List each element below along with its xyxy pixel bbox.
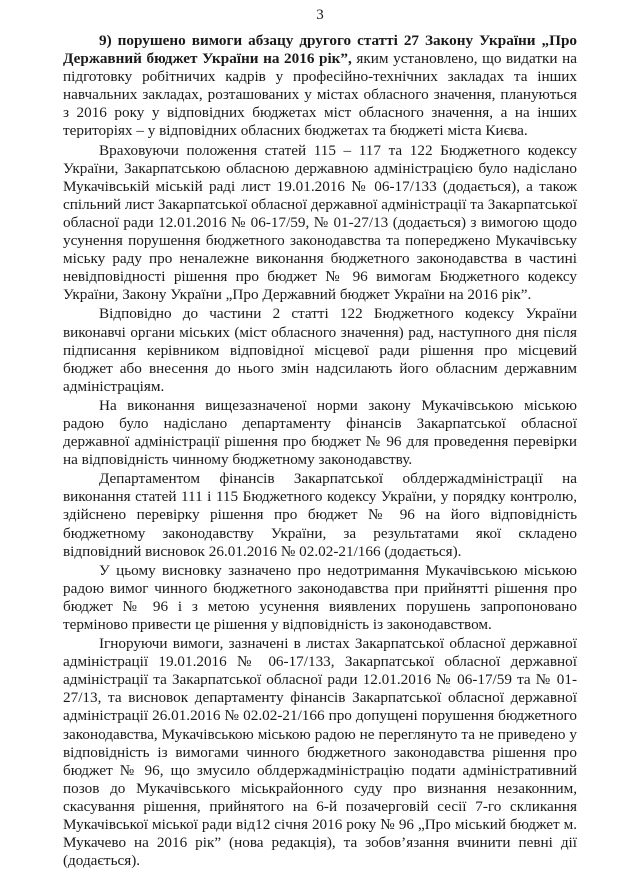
document-body bbox=[63, 32, 577, 871]
paragraph: Враховуючи положення статей 115 – 117 та 122 Бюджетного кодексу України, Закарпатською обласною державною адміністрацією було надіслано Мукачівській міській раді лист 19.01.2016 № 06-17/133 (додається), а також спільний лист Закарпатської обласної державної адміністрації та Закарпатської обласної ради 12.01.2016 № 06-17/59, № 01-27/13 (додається) з вимогою щодо усунення порушення бюджетного законодавства та попереджено Мукачівську міську раду про неналежне виконання бюджетного законодавства в частині невідповідності рішення про бюджет № 96 вимогам Бюджетного кодексу України, Закону України „Про Державний бюджет України на 2016 рік”. bbox=[63, 141, 577, 304]
paragraph: Департаментом фінансів Закарпатської облдержадміністрації на виконання статей 111 і 115 Бюджетного кодексу України, у порядку контролю, здійснено перевірку рішення про бюджет № 96 на його відповідність бюджетному законодавству України, за результатами якої складено відповідний висновок 26.01.2016 № 02.02-21/166 (додається). bbox=[63, 470, 577, 560]
item-9-text: яким установлено, що видатки на підготовку робітничих кадрів у професійно-технічних закладах та інших навчальних закладах, розташованих у містах обласного значення, плануються з 2016 року у відповідних бюджетах міст обласного значення, а на інших територіях – у відповідних обласних бюджетах та бюджеті міста Києва. bbox=[63, 50, 577, 140]
item-9-heading: 9) порушено вимоги абзацу другого статті 27 Закону України „Про Державний бюджет України на 2016 рік”, bbox=[63, 32, 577, 68]
paragraph: Ігноруючи вимоги, зазначені в листах Закарпатської обласної державної адміністрації 19.01.2016 № 06-17/133, Закарпатської обласної державної адміністрації та Закарпатської обласної ради 12.01.2016 № 06-17/59 та № 01-27/13, та висновок департаменту фінансів Закарпатської обласної державної адміністрації 26.01.2016 № 02.02-21/166 про допущені порушення бюджетного законодавства, Мукачівською міською радою не переглянуто та не приведено у відповідність із вимогами чинного бюджетного законодавства рішення про бюджет № 96, що змусило облдержадміністрацію подати адміністративний позов до Мукачівського міськрайонного суду про визнання незаконним, скасування рішення, прийнятого на 6-й позачерговій сесії 7-го скликання Мукачівської міської ради від12 січня 2016 року № 96 „Про міський бюджет м. Мукачево на 2016 рік” (нова редакція), та зобов’язання вчинити певні дії (додається). bbox=[63, 635, 577, 870]
paragraph-item-9 bbox=[63, 32, 577, 141]
paragraph: Відповідно до частини 2 статті 122 Бюджетного кодексу України виконавчі органи міських (міст обласного значення) рад, наступного дня після підписання керівником відповідної місцевої ради рішення про місцевий бюджет або внесення до нього змін надсилають його обласним державним адміністраціям. bbox=[63, 305, 577, 395]
paragraph: У цьому висновку зазначено про недотримання Мукачівською міською радою вимог чинного бюджетного законодавства при прийнятті рішення про бюджет № 96 і з метою усунення виявлених порушень запропоновано терміново привести це рішення у відповідність із законодавством. bbox=[63, 561, 577, 633]
paragraph: На виконання вищезазначеної норми закону Мукачівською міською радою було надіслано департаменту фінансів Закарпатської обласної державної адміністрації рішення про бюджет № 96 для проведення перевірки на відповідність чинному бюджетному законодавству. bbox=[63, 396, 577, 469]
page-number: 3 bbox=[316, 7, 324, 23]
